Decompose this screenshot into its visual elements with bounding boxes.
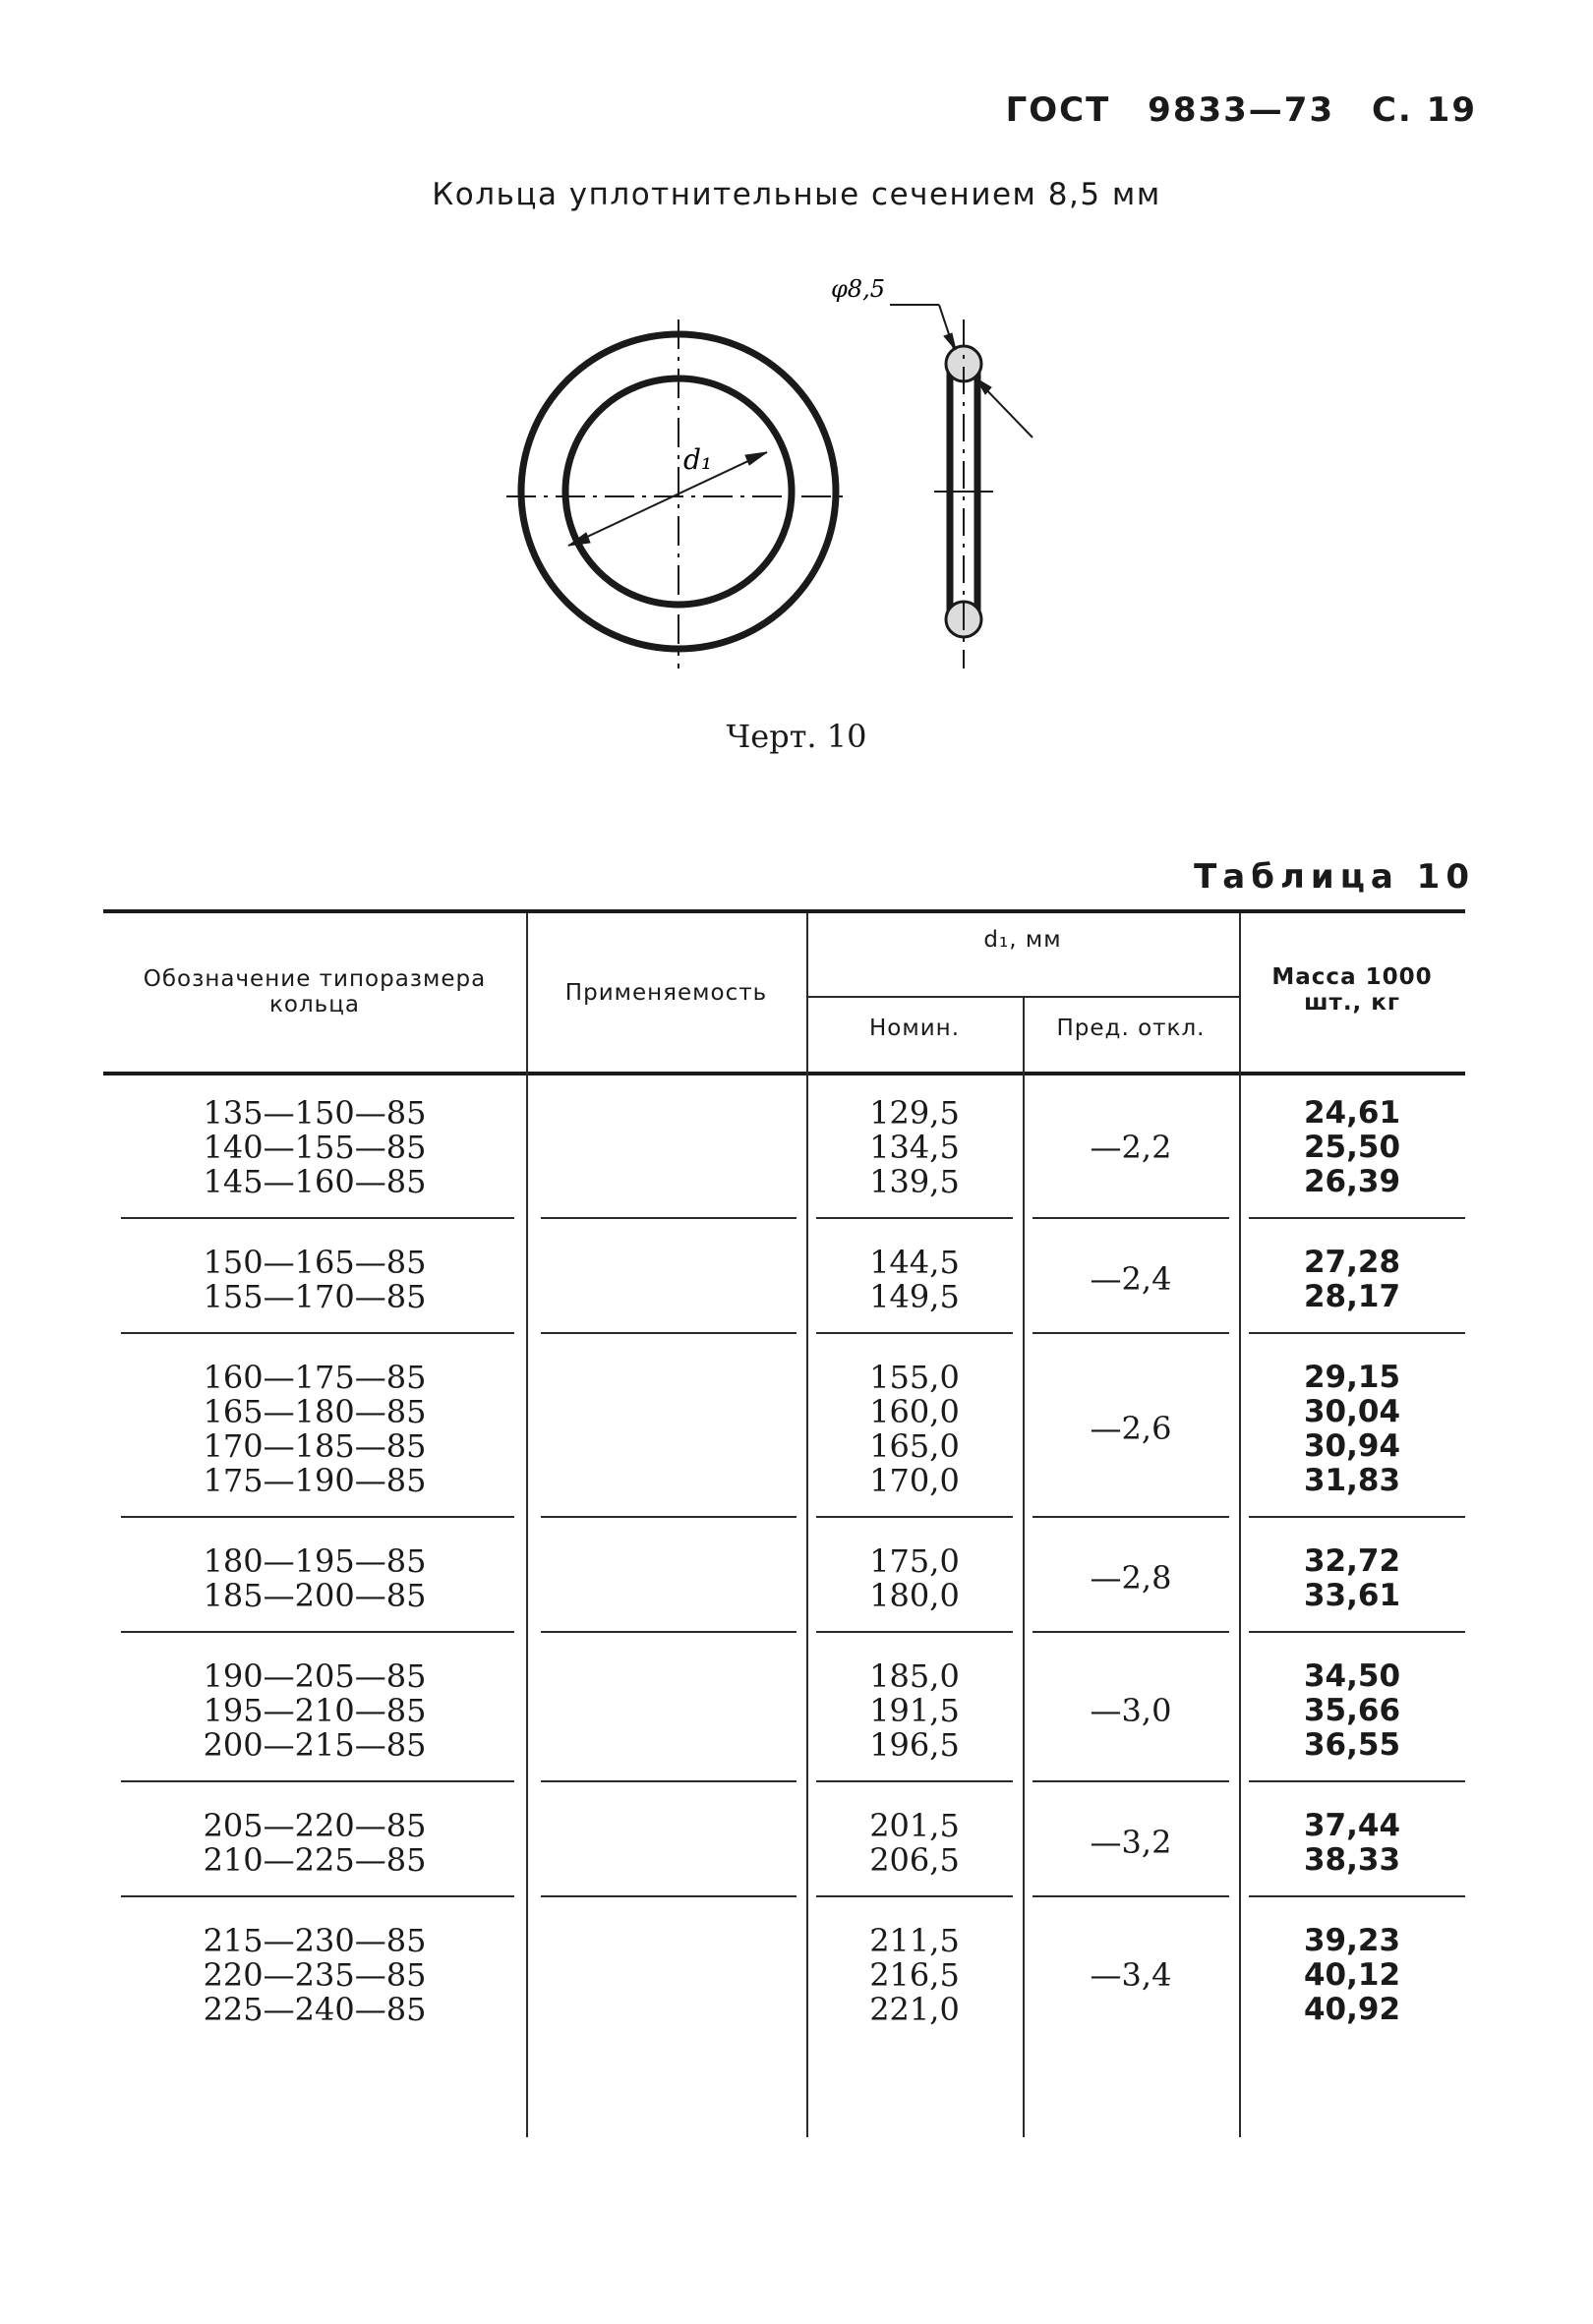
- mass-cell-value: 30,94: [1303, 1428, 1401, 1464]
- mass-cell: [1239, 1096, 1465, 1199]
- mass-cell: [1239, 1924, 1465, 2027]
- mass-cell-value: 35,66: [1303, 1693, 1401, 1728]
- group-separator: [1249, 1780, 1465, 1782]
- tolerance-cell: —2,4: [1090, 1260, 1172, 1298]
- nominal-cell: [806, 1361, 1023, 1498]
- group-separator: [816, 1217, 1013, 1219]
- nominal-cell: [806, 1544, 1023, 1613]
- mass-cell-value: 27,28: [1303, 1245, 1401, 1280]
- tolerance-cell: —3,4: [1090, 1955, 1172, 1994]
- mass-cell: [1239, 1809, 1465, 1878]
- tolerance-cell: —2,6: [1090, 1410, 1172, 1447]
- ring-side-view: [890, 305, 1032, 668]
- standard-prefix: ГОСТ: [1005, 90, 1111, 130]
- section-diameter-label: φ8,5: [831, 275, 885, 303]
- nominal-cell: [806, 1924, 1023, 2027]
- mass-cell: [1239, 1544, 1465, 1613]
- group-separator: [121, 1516, 514, 1518]
- nominal-cell-value: 180,0: [869, 1577, 960, 1614]
- nominal-cell-value: 139,5: [869, 1163, 960, 1200]
- table-label: Таблица 10: [1194, 857, 1475, 897]
- designation-cell: [103, 1659, 526, 1763]
- group-separator: [541, 1516, 796, 1518]
- page-title: Кольца уплотнительные сечением 8,5 мм: [432, 177, 1161, 212]
- mass-cell-value: 32,72: [1303, 1543, 1401, 1579]
- nominal-cell-value: 221,0: [869, 1991, 960, 2028]
- nominal-cell-value: 175,0: [869, 1542, 960, 1580]
- group-separator: [1032, 1895, 1229, 1897]
- group-separator: [1032, 1332, 1229, 1334]
- designation-cell-value: 185—200—85: [203, 1577, 427, 1614]
- designation-cell-value: 195—210—85: [203, 1692, 427, 1729]
- group-separator: [541, 1332, 796, 1334]
- nominal-cell: [806, 1096, 1023, 1199]
- designation-cell-value: 220—235—85: [203, 1956, 427, 1994]
- group-separator: [541, 1631, 796, 1633]
- mass-cell: [1239, 1246, 1465, 1314]
- nominal-cell: [806, 1809, 1023, 1878]
- mass-cell-value: 40,12: [1303, 1957, 1401, 1993]
- tolerance-cell: —2,2: [1090, 1128, 1172, 1166]
- mass-cell-value: 36,55: [1303, 1727, 1401, 1763]
- mass-cell-value: 40,92: [1303, 1992, 1401, 2027]
- diameter-label: d₁: [683, 443, 713, 476]
- designation-cell-value: 180—195—85: [203, 1542, 427, 1580]
- designation-cell: [103, 1544, 526, 1613]
- nominal-cell-value: 216,5: [869, 1956, 960, 1994]
- nominal-cell-value: 134,5: [869, 1129, 960, 1166]
- designation-cell-value: 145—160—85: [203, 1163, 427, 1200]
- mass-cell-value: 37,44: [1303, 1808, 1401, 1843]
- mass-cell: [1239, 1361, 1465, 1498]
- nominal-cell: [806, 1246, 1023, 1314]
- nominal-cell-value: 201,5: [869, 1807, 960, 1844]
- designation-cell-value: 190—205—85: [203, 1657, 427, 1695]
- table-top-rule: [103, 909, 1465, 913]
- designation-cell-value: 135—150—85: [203, 1094, 427, 1132]
- designation-cell-value: 210—225—85: [203, 1841, 427, 1879]
- designation-cell-value: 165—180—85: [203, 1393, 427, 1430]
- nominal-cell-value: 155,0: [869, 1359, 960, 1396]
- nominal-cell-value: 191,5: [869, 1692, 960, 1729]
- group-separator: [1249, 1895, 1465, 1897]
- group-separator: [1249, 1516, 1465, 1518]
- designation-cell-value: 215—230—85: [203, 1922, 427, 1959]
- nominal-cell-value: 144,5: [869, 1244, 960, 1281]
- group-separator: [816, 1895, 1013, 1897]
- header-bottom-rule: [103, 1072, 1465, 1075]
- mass-cell-value: 26,39: [1303, 1164, 1401, 1199]
- figure-caption: Черт. 10: [726, 718, 867, 755]
- group-separator: [541, 1780, 796, 1782]
- nominal-cell-value: 170,0: [869, 1462, 960, 1499]
- nominal-cell-value: 160,0: [869, 1393, 960, 1430]
- mass-cell-value: 30,04: [1303, 1394, 1401, 1429]
- designation-cell-value: 150—165—85: [203, 1244, 427, 1281]
- mass-cell-value: 29,15: [1303, 1360, 1401, 1395]
- group-separator: [1032, 1217, 1229, 1219]
- group-separator: [121, 1217, 514, 1219]
- group-separator: [121, 1332, 514, 1334]
- group-separator: [121, 1780, 514, 1782]
- group-separator: [121, 1895, 514, 1897]
- nominal-cell-value: 206,5: [869, 1841, 960, 1879]
- header-tolerance: Пред. откл.: [1056, 1016, 1206, 1041]
- page-header: [982, 90, 1477, 130]
- nominal-cell-value: 185,0: [869, 1657, 960, 1695]
- designation-cell: [103, 1924, 526, 2027]
- header-nominal: Номин.: [868, 1016, 960, 1041]
- header-d1: d₁, мм: [983, 927, 1062, 953]
- group-separator: [1032, 1780, 1229, 1782]
- nominal-cell-value: 211,5: [869, 1922, 960, 1959]
- designation-cell-value: 200—215—85: [203, 1726, 427, 1764]
- designation-cell-value: 175—190—85: [203, 1462, 427, 1499]
- mass-cell-value: 28,17: [1303, 1279, 1401, 1314]
- header-designation: Обозначение типоразмера кольца: [143, 966, 487, 1017]
- nominal-cell-value: 196,5: [869, 1726, 960, 1764]
- group-separator: [541, 1217, 796, 1219]
- designation-cell-value: 160—175—85: [203, 1359, 427, 1396]
- group-separator: [816, 1780, 1013, 1782]
- ring-drawing: [472, 265, 1062, 698]
- designation-cell-value: 225—240—85: [203, 1991, 427, 2028]
- nominal-cell-value: 129,5: [869, 1094, 960, 1132]
- d1-subheader-rule: [808, 996, 1239, 998]
- page-number: С. 19: [1371, 90, 1477, 130]
- nominal-cell: [806, 1659, 1023, 1763]
- designation-cell-value: 170—185—85: [203, 1427, 427, 1465]
- designation-cell-value: 140—155—85: [203, 1129, 427, 1166]
- mass-cell-value: 34,50: [1303, 1658, 1401, 1694]
- nominal-cell-value: 149,5: [869, 1278, 960, 1315]
- group-separator: [816, 1631, 1013, 1633]
- mass-cell-value: 33,61: [1303, 1578, 1401, 1613]
- mass-cell: [1239, 1659, 1465, 1763]
- group-separator: [541, 1895, 796, 1897]
- ring-front-view: [506, 320, 851, 668]
- tolerance-cell: —2,8: [1090, 1559, 1172, 1597]
- mass-cell-value: 31,83: [1303, 1463, 1401, 1498]
- group-separator: [1032, 1631, 1229, 1633]
- group-separator: [1249, 1631, 1465, 1633]
- mass-cell-value: 39,23: [1303, 1923, 1401, 1958]
- designation-cell: [103, 1809, 526, 1878]
- nominal-cell-value: 165,0: [869, 1427, 960, 1465]
- mass-cell-value: 38,33: [1303, 1842, 1401, 1878]
- designation-cell: [103, 1361, 526, 1498]
- tolerance-cell: —3,0: [1090, 1691, 1172, 1729]
- group-separator: [816, 1332, 1013, 1334]
- designation-cell: [103, 1096, 526, 1199]
- designation-cell: [103, 1246, 526, 1314]
- group-separator: [1032, 1516, 1229, 1518]
- group-separator: [1249, 1217, 1465, 1219]
- mass-cell-value: 25,50: [1303, 1130, 1401, 1165]
- tolerance-cell: —3,2: [1090, 1824, 1172, 1861]
- mass-cell-value: 24,61: [1303, 1095, 1401, 1131]
- group-separator: [121, 1631, 514, 1633]
- group-separator: [816, 1516, 1013, 1518]
- group-separator: [1249, 1332, 1465, 1334]
- column-divider: [526, 913, 528, 2137]
- standard-number: 9833—73: [1148, 90, 1335, 130]
- ring-table: [103, 909, 1465, 2138]
- header-mass: Масса 1000 шт., кг: [1271, 964, 1433, 1016]
- designation-cell-value: 155—170—85: [203, 1278, 427, 1315]
- header-application: Применяемость: [564, 980, 768, 1006]
- designation-cell-value: 205—220—85: [203, 1807, 427, 1844]
